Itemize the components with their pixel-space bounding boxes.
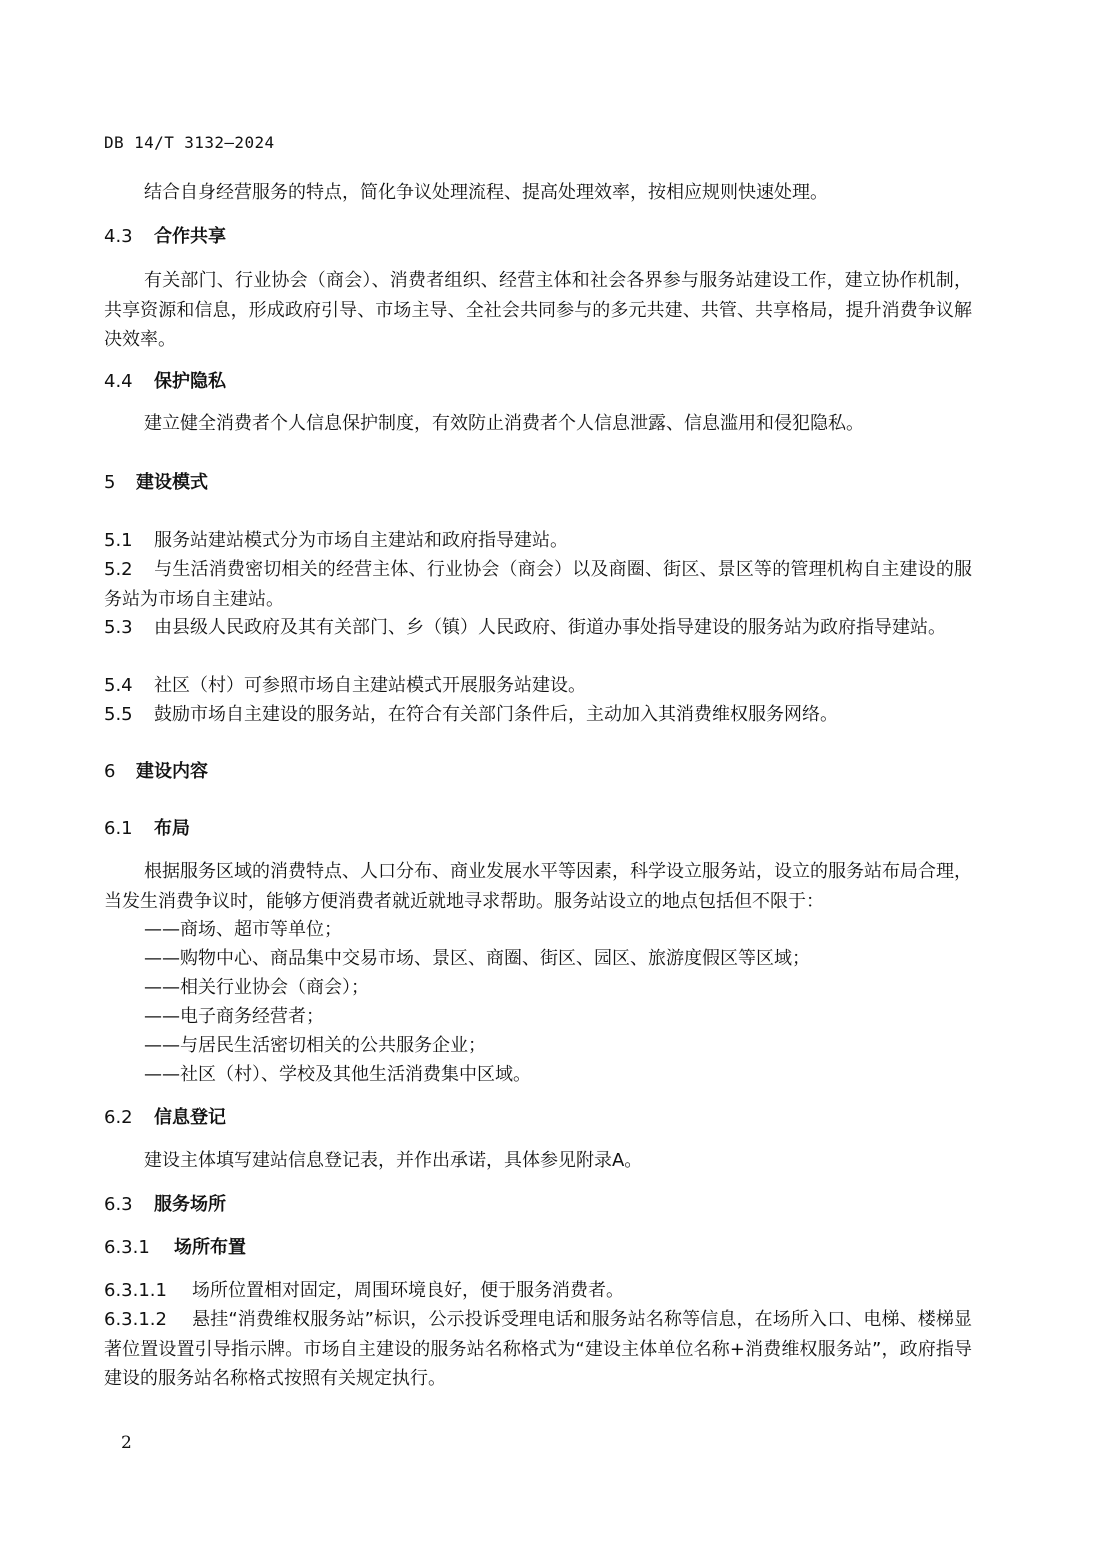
item-text: 服务站建站模式分为市场自主建站和政府指导建站。 xyxy=(154,530,568,551)
document-code: DB 14/T 3132—2024 xyxy=(104,133,275,152)
section-heading-4-4 xyxy=(104,369,972,395)
item-text: 社区（村）可参照市场自主建站模式开展服务站建设。 xyxy=(154,675,586,696)
item-number: 5.5 xyxy=(104,704,133,725)
section-title: 保护隐私 xyxy=(154,371,226,392)
paragraph: 建立健全消费者个人信息保护制度，有效防止消费者个人信息泄露、信息滥用和侵犯隐私。 xyxy=(144,413,864,434)
item-text: 鼓励市场自主建设的服务站，在符合有关部门条件后，主动加入其消费维权服务网络。 xyxy=(154,704,838,725)
paragraph: 结合自身经营服务的特点，简化争议处理流程、提高处理效率，按相应规则快速处理。 xyxy=(144,182,828,203)
item-number: 5.2 xyxy=(104,559,133,580)
dash-list-item: ——与居民生活密切相关的公共服务企业； xyxy=(144,1035,486,1056)
chapter-number: 6 xyxy=(104,761,116,782)
section-title: 信息登记 xyxy=(154,1107,226,1128)
section-title: 场所布置 xyxy=(174,1237,246,1258)
section-heading-6-1 xyxy=(104,816,972,842)
section-title: 服务场所 xyxy=(154,1194,226,1215)
page-number: 2 xyxy=(121,1433,132,1453)
item-text: 由县级人民政府及其有关部门、乡（镇）人民政府、街道办事处指导建设的服务站为政府指导建站。 xyxy=(154,617,946,638)
section-title: 布局 xyxy=(154,818,190,839)
dash-list-item: ——商场、超市等单位； xyxy=(144,919,342,940)
chapter-title: 建设内容 xyxy=(136,761,208,782)
section-heading-6-2 xyxy=(104,1105,972,1131)
section-number: 4.3 xyxy=(104,226,133,247)
section-number: 6.2 xyxy=(104,1107,133,1128)
paragraph: 建设主体填写建站信息登记表，并作出承诺，具体参见附录A。 xyxy=(144,1150,643,1171)
paragraph: 有关部门、行业协会（商会）、消费者组织、经营主体和社会各界参与服务站建设工作，建立协作机制，共享资源和信息，形成政府引导、市场主导、全社会共同参与的多元共建、共管、共享格局，提升消费争议解决效率。 xyxy=(104,270,972,350)
dash-list-item: ——相关行业协会（商会）； xyxy=(144,977,369,998)
list-item xyxy=(104,526,972,556)
list-item xyxy=(104,1305,972,1394)
chapter-title: 建设模式 xyxy=(136,472,208,493)
section-number: 6.3.1 xyxy=(104,1237,150,1258)
chapter-heading-5 xyxy=(104,470,972,496)
item-number: 5.4 xyxy=(104,675,133,696)
item-text: 场所位置相对固定，周围环境良好，便于服务消费者。 xyxy=(192,1280,624,1301)
dash-list-item: ——购物中心、商品集中交易市场、景区、商圈、街区、园区、旅游度假区等区域； xyxy=(144,948,810,969)
section-number: 6.3 xyxy=(104,1194,133,1215)
dash-list-item: ——社区（村）、学校及其他生活消费集中区域。 xyxy=(144,1064,531,1085)
item-text: 悬挂“消费维权服务站”标识，公示投诉受理电话和服务站名称等信息，在场所入口、电梯、楼梯显著位置设置引导指示牌。市场自主建设的服务站名称格式为“建设主体单位名称+消费维权服务站”，政府指导建设的服务站名称格式按照有关规定执行。 xyxy=(104,1309,972,1389)
item-number: 5.3 xyxy=(104,617,133,638)
section-title: 合作共享 xyxy=(154,226,226,247)
item-number: 5.1 xyxy=(104,530,133,551)
dash-list-item: ——电子商务经营者； xyxy=(144,1006,324,1027)
list-item xyxy=(104,555,972,614)
list-item xyxy=(104,671,972,701)
item-number: 6.3.1.1 xyxy=(104,1280,167,1301)
item-text: 与生活消费密切相关的经营主体、行业协会（商会）以及商圈、街区、景区等的管理机构自主建设的服务站为市场自主建站。 xyxy=(104,559,972,610)
section-heading-6-3 xyxy=(104,1192,972,1218)
list-item xyxy=(104,613,972,643)
chapter-number: 5 xyxy=(104,472,116,493)
list-item xyxy=(104,700,972,730)
paragraph: 根据服务区域的消费特点、人口分布、商业发展水平等因素，科学设立服务站，设立的服务站布局合理，当发生消费争议时，能够方便消费者就近就地寻求帮助。服务站设立的地点包括但不限于： xyxy=(104,861,972,912)
chapter-heading-6 xyxy=(104,759,972,785)
item-number: 6.3.1.2 xyxy=(104,1309,167,1330)
section-number: 4.4 xyxy=(104,371,133,392)
section-number: 6.1 xyxy=(104,818,133,839)
list-item xyxy=(104,1276,972,1306)
section-heading-4-3 xyxy=(104,224,972,250)
section-heading-6-3-1 xyxy=(104,1235,972,1261)
